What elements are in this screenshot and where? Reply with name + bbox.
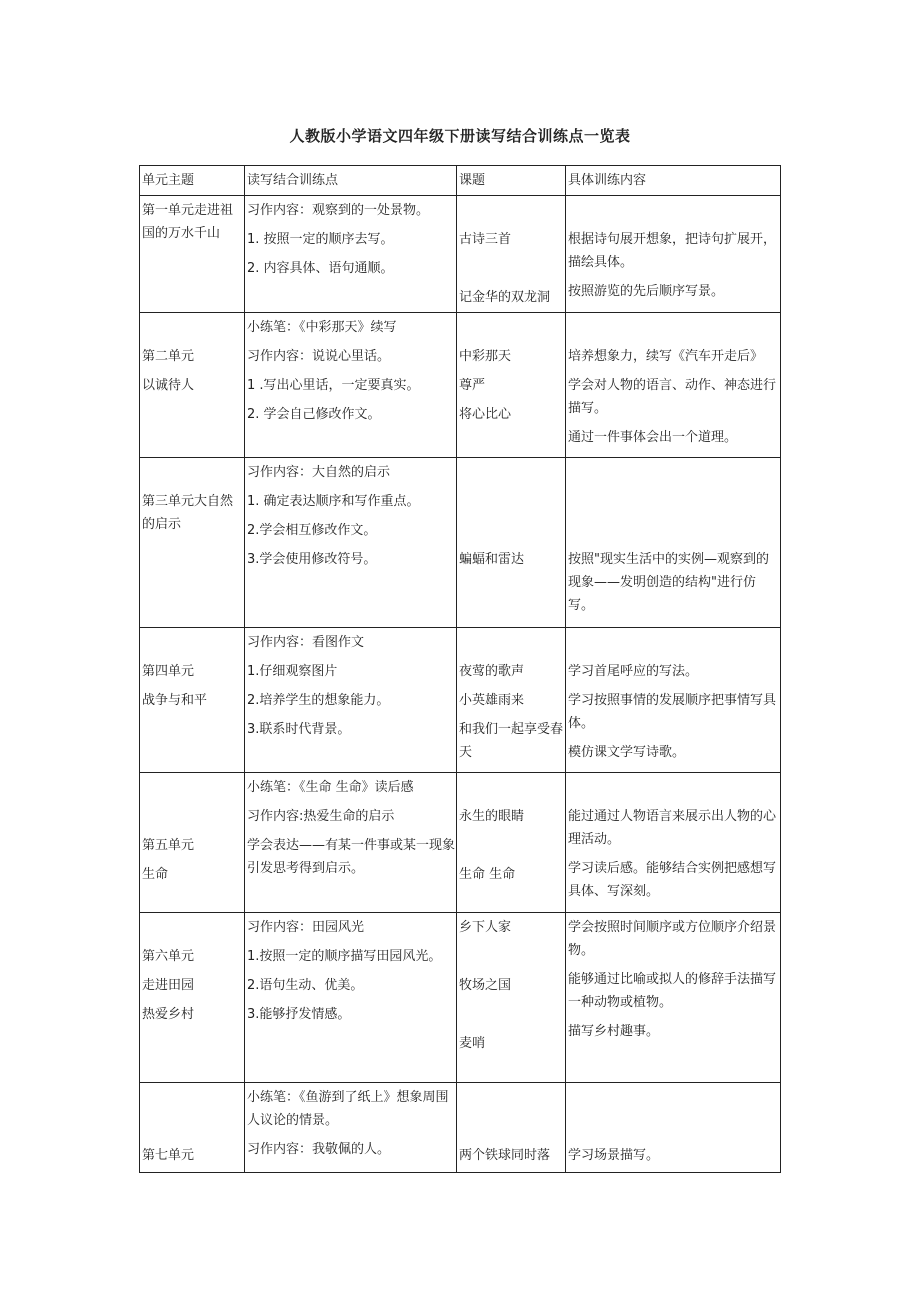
unit-theme-cell [140,628,245,773]
unit-theme-cell [140,458,245,628]
unit-theme-cell [140,773,245,913]
training-point: 习作内容：说说心里话。 [247,349,391,364]
training-point: 习作内容：观察到的一处景物。 [247,203,430,218]
training-point: 习作内容:热爱生命的启示 [247,809,395,824]
content-item: 学会按照时间顺序或方位顺序介绍景物。 [568,920,777,958]
lesson-title: 蝙蝠和雷达 [459,552,525,567]
training-point: 1.按照一定的顺序描写田园风光。 [247,949,442,964]
content-cell [566,913,781,1083]
training-point: 1 .写出心里话，一定要真实。 [247,378,420,393]
training-point: 习作内容：大自然的启示 [247,465,391,480]
training-points-cell [245,913,457,1083]
training-point: 1. 确定表达顺序和写作重点。 [247,494,420,509]
unit-theme: 以诚待人 [142,378,195,393]
lesson-title: 两个铁球同时落 [459,1148,551,1163]
table-row [140,773,781,913]
unit-theme-cell [140,313,245,458]
lesson-title: 牧场之国 [459,978,512,993]
training-point: 3.联系时代背景。 [247,722,351,737]
training-points-cell [245,1083,457,1173]
header-training-points: 读写结合训练点 [245,166,457,196]
table-row [140,458,781,628]
training-point: 3.学会使用修改符号。 [247,552,377,567]
table-row [140,313,781,458]
lesson-title: 永生的眼睛 [459,809,525,824]
header-unit-theme: 单元主题 [140,166,245,196]
training-points-cell [245,196,457,313]
training-points-cell [245,773,457,913]
training-points-cell [245,313,457,458]
training-point: 2.语句生动、优美。 [247,978,364,993]
lesson-title: 乡下人家 [459,920,512,935]
lesson-cell [457,458,566,628]
content-item: 培养想象力，续写《汽车开走后》 [568,349,764,364]
lesson-title: 将心比心 [459,407,512,422]
lesson-title: 和我们一起享受春天 [459,722,564,760]
table-header-row [140,166,781,196]
content-cell [566,458,781,628]
lesson-cell [457,773,566,913]
training-point: 1.仔细观察图片 [247,664,338,679]
header-lesson: 课题 [457,166,566,196]
content-item: 按照游览的先后顺序写景。 [568,284,725,299]
table-row [140,1083,781,1173]
training-points-table [139,165,781,1173]
content-item: 通过一件事体会出一个道理。 [568,430,738,445]
unit-theme: 第六单元 [142,949,195,964]
lesson-title: 古诗三首 [459,232,512,247]
lesson-title: 生命 生命 [459,867,516,882]
content-cell [566,628,781,773]
unit-theme: 第四单元 [142,664,195,679]
lesson-title: 小英雄雨来 [459,693,525,708]
table-row [140,196,781,313]
unit-theme: 战争与和平 [142,693,208,708]
table-row [140,913,781,1083]
content-item: 模仿课文学写诗歌。 [568,745,686,760]
lesson-cell [457,628,566,773]
lesson-cell [457,1083,566,1173]
training-point: 小练笔：《中彩那天》续写 [247,320,397,335]
content-item: 学会对人物的语言、动作、神态进行描写。 [568,378,777,416]
content-item: 根据诗句展开想象，把诗句扩展开，描绘具体。 [568,232,777,270]
unit-theme: 走进田园 [142,978,195,993]
training-point: 3.能够抒发情感。 [247,1007,351,1022]
unit-theme: 热爱乡村 [142,1007,195,1022]
content-item: 学习首尾呼应的写法。 [568,664,699,679]
lesson-title: 夜莺的歌声 [459,664,525,679]
unit-theme: 第一单元走进祖国的万水千山 [142,203,234,241]
content-item: 描写乡村趣事。 [568,1024,660,1039]
document-title: 人教版小学语文四年级下册读写结合训练点一览表 [289,127,631,145]
lesson-cell [457,313,566,458]
training-point: 习作内容：我敬佩的人。 [247,1142,391,1157]
content-item: 能够通过比喻或拟人的修辞手法描写一种动物或植物。 [568,972,777,1010]
content-item: 学习按照事情的发展顺序把事情写具体。 [568,693,777,731]
unit-theme-cell [140,913,245,1083]
training-points-cell [245,458,457,628]
training-point: 习作内容：看图作文 [247,635,365,650]
unit-theme: 第七单元 [142,1148,195,1163]
training-point: 小练笔：《鱼游到了纸上》想象周围人议论的情景。 [247,1090,449,1128]
lesson-cell [457,196,566,313]
lesson-cell [457,913,566,1083]
content-item: 学习读后感。能够结合实例把感想写具体、写深刻。 [568,861,777,899]
content-cell [566,196,781,313]
header-content: 具体训练内容 [566,166,781,196]
training-point: 习作内容：田园风光 [247,920,365,935]
unit-theme: 第五单元 [142,838,195,853]
lesson-title: 中彩那天 [459,349,512,364]
table-row [140,628,781,773]
training-point: 1. 按照一定的顺序去写。 [247,232,394,247]
lesson-title: 麦哨 [459,1036,486,1051]
training-points-cell [245,628,457,773]
content-item: 学习场景描写。 [568,1148,660,1163]
unit-theme: 生命 [142,867,169,882]
training-point: 2.学会相互修改作文。 [247,523,377,538]
unit-theme: 第二单元 [142,349,195,364]
unit-theme: 第三单元大自然的启示 [142,494,234,532]
unit-theme-cell [140,196,245,313]
content-cell [566,313,781,458]
training-point: 2. 学会自己修改作文。 [247,407,381,422]
lesson-title: 记金华的双龙洞 [459,290,551,305]
training-point: 小练笔：《生命 生命》读后感 [247,780,414,795]
training-point: 学会表达——有某一件事或某一现象引发思考得到启示。 [247,838,456,876]
content-cell [566,773,781,913]
content-item: 按照"现实生活中的实例—观察到的现象——发明创造的结构"进行仿写。 [568,552,769,613]
content-cell [566,1083,781,1173]
lesson-title: 尊严 [459,378,486,393]
content-item: 能过通过人物语言来展示出人物的心理活动。 [568,809,777,847]
training-point: 2.培养学生的想象能力。 [247,693,390,708]
training-point: 2. 内容具体、语句通顺。 [247,261,394,276]
unit-theme-cell [140,1083,245,1173]
